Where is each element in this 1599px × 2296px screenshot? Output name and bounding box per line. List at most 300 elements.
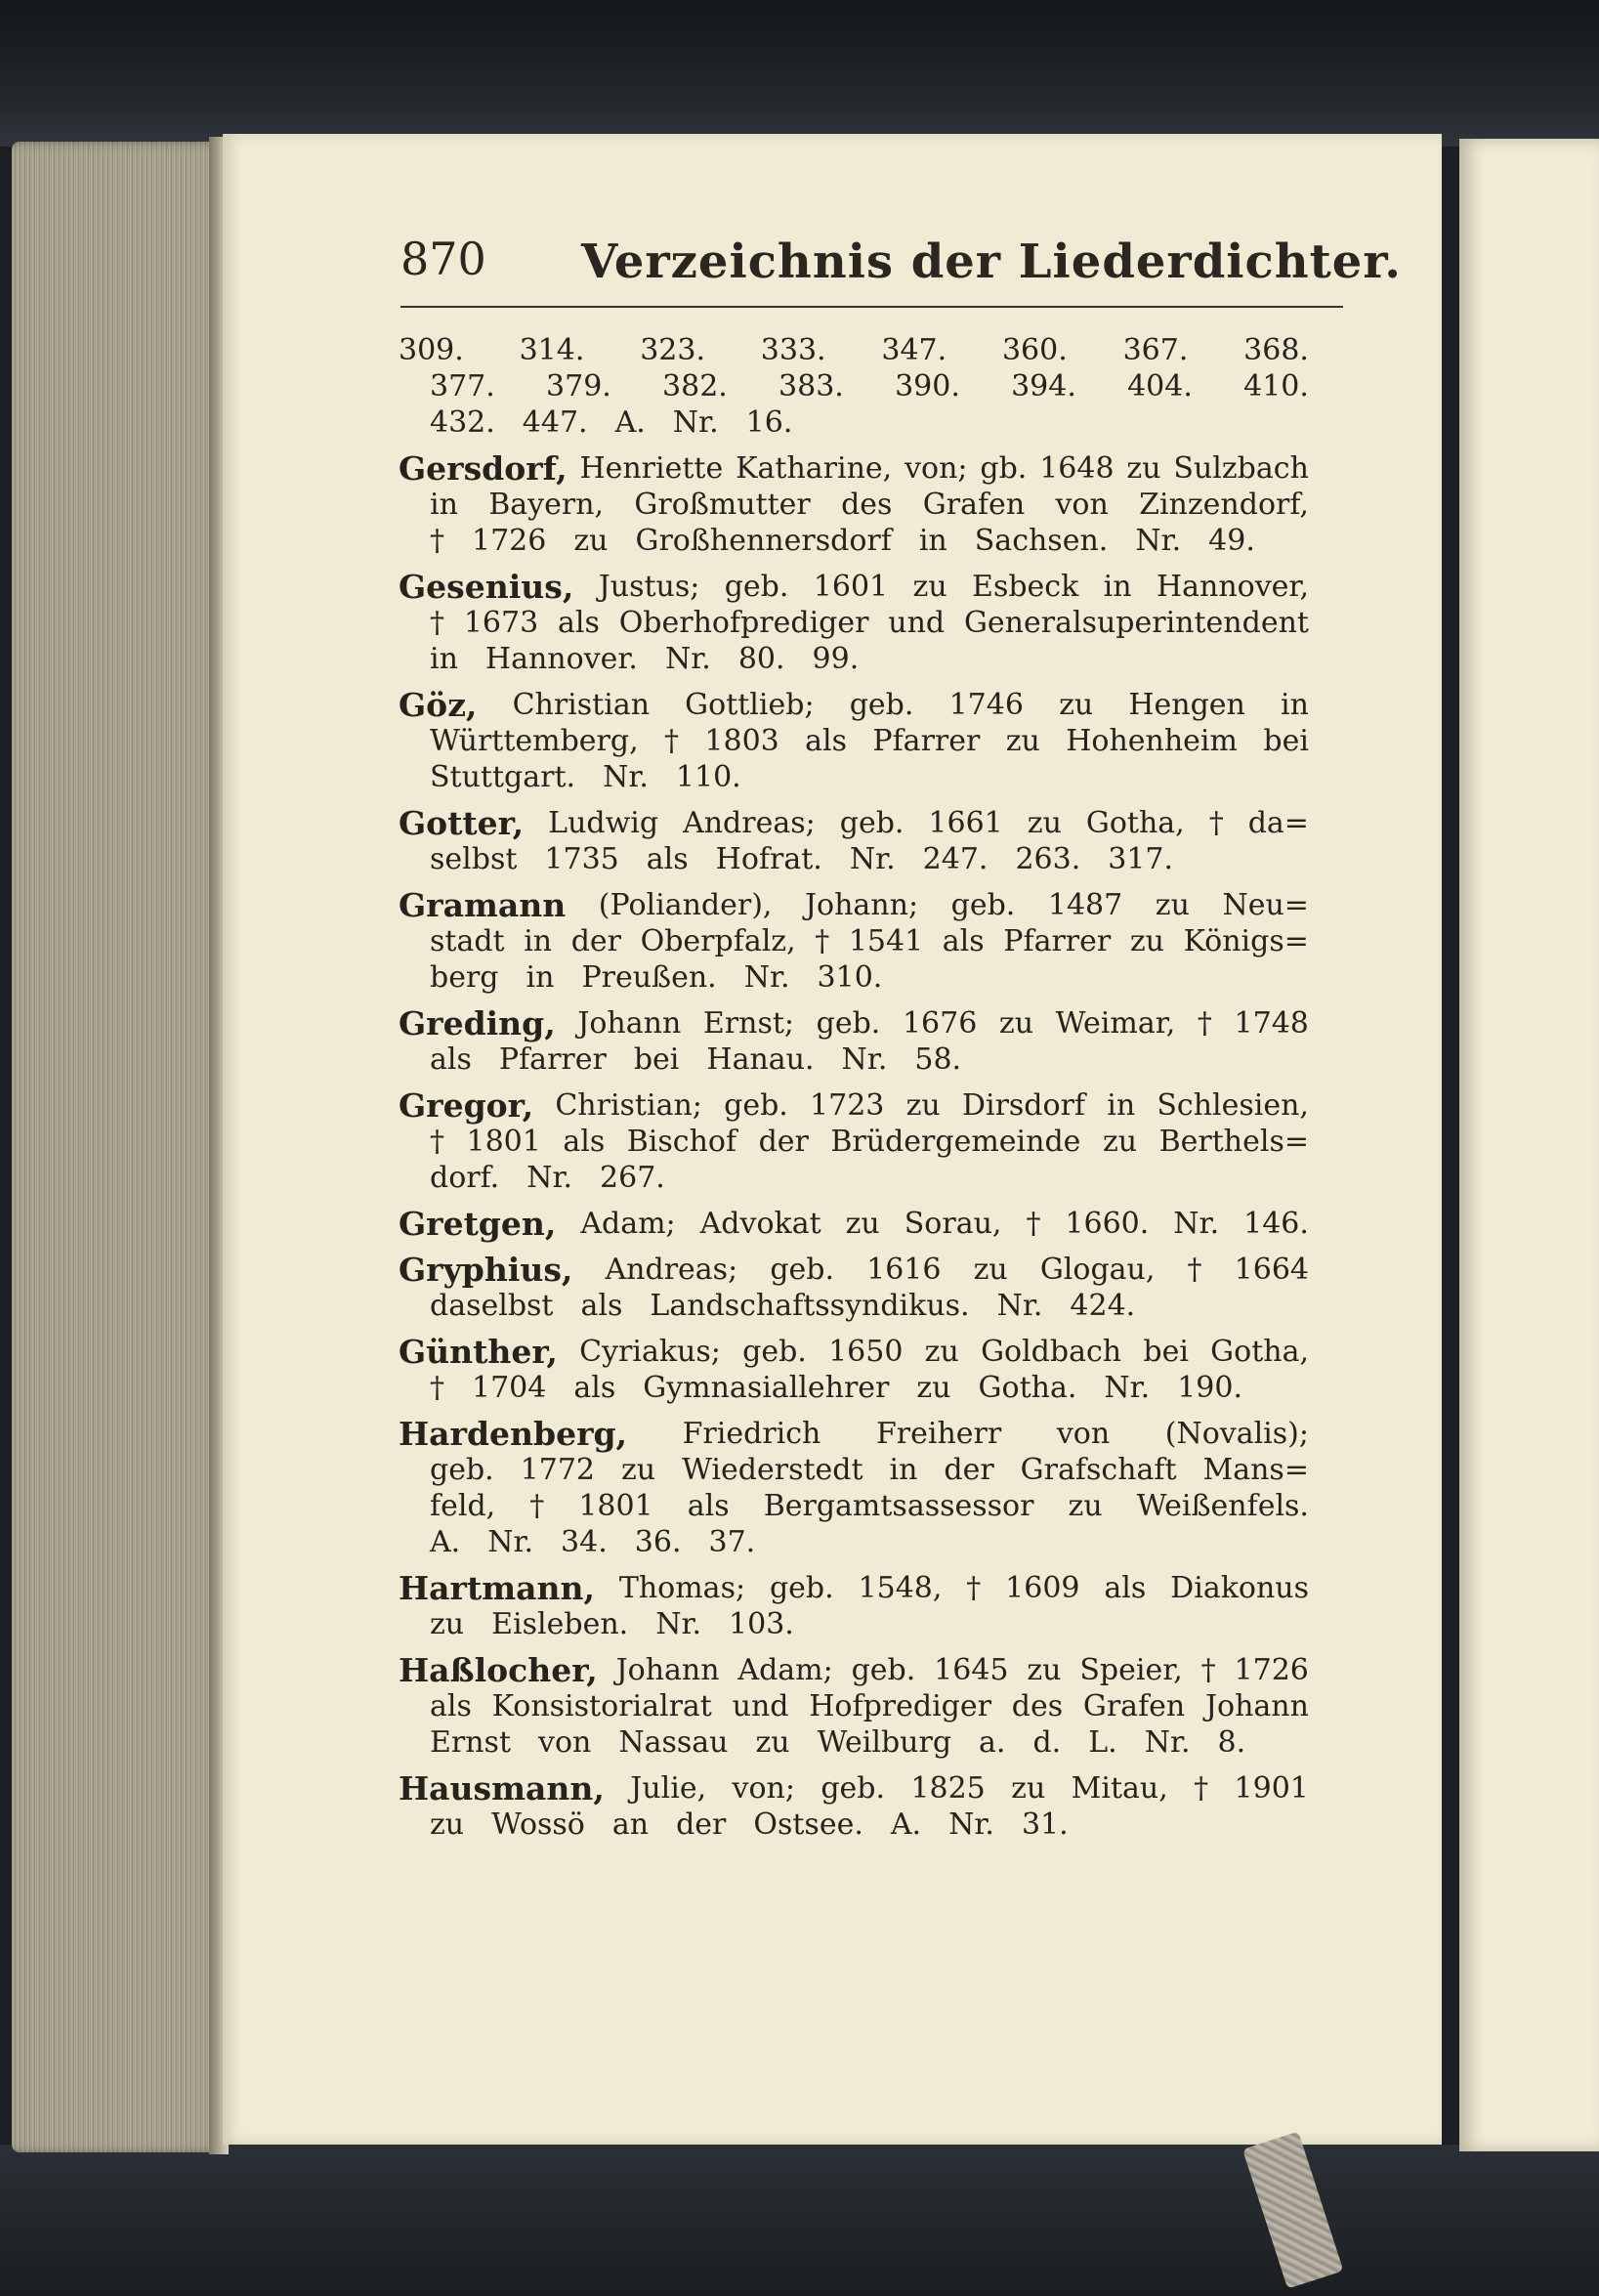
word: Oberhofprediger <box>618 606 869 640</box>
word: der <box>758 1125 809 1159</box>
word: berg <box>430 960 499 995</box>
word: 447. <box>522 405 588 440</box>
word: der <box>570 924 622 958</box>
word: A. <box>430 1525 461 1559</box>
word: Preußen. <box>581 960 717 995</box>
word: Landschaftssyndikus. <box>650 1289 970 1323</box>
header-rule <box>400 306 1343 308</box>
word: Gymnasiallehrer <box>643 1371 890 1405</box>
word: Grafen <box>1082 1689 1186 1723</box>
word: von; <box>905 451 968 486</box>
text-line <box>430 1288 1309 1324</box>
word: 314. <box>519 333 585 367</box>
word: Katharine, <box>736 451 893 486</box>
word: Friedrich <box>682 1417 821 1451</box>
word: † <box>1208 806 1224 840</box>
word: 382. <box>662 369 728 404</box>
text-line <box>430 723 1309 759</box>
word: zu <box>924 1335 959 1369</box>
word: † <box>430 606 444 640</box>
text-line <box>399 1652 1309 1688</box>
index-text <box>399 332 1309 1852</box>
word: Nr. <box>849 842 896 876</box>
word: Nr. <box>948 1807 994 1842</box>
word: 1801 <box>578 1489 653 1523</box>
word: Brüdergemeinde <box>830 1125 1081 1159</box>
word: 1601 <box>813 570 889 604</box>
word: 1726 <box>472 524 547 558</box>
text-line <box>430 923 1309 959</box>
index-entry <box>399 686 1309 795</box>
word: Hohenheim <box>1066 724 1238 758</box>
text-line <box>430 1688 1309 1724</box>
word: als <box>942 924 985 958</box>
word: zu <box>430 1607 465 1641</box>
word: Großmutter <box>634 488 811 522</box>
text-line <box>430 1524 1309 1560</box>
word: stadt <box>430 924 505 958</box>
text-line <box>430 1488 1309 1524</box>
word: zu <box>1126 451 1161 486</box>
text-line <box>430 1370 1309 1406</box>
word: bei <box>1143 1335 1189 1369</box>
word: Christian <box>512 688 651 722</box>
word: zu <box>1027 1653 1062 1687</box>
entry-name: Günther, <box>399 1333 558 1371</box>
word: 1704 <box>472 1371 547 1405</box>
word: zu <box>845 1207 880 1241</box>
word: zu <box>973 1253 1008 1287</box>
word: 424. <box>1070 1289 1136 1323</box>
word: L. <box>1088 1725 1117 1760</box>
word: 404. <box>1127 369 1193 404</box>
word: 1661 <box>928 806 1003 840</box>
text-line <box>430 605 1309 641</box>
word: 379. <box>546 369 611 404</box>
word: 368. <box>1243 333 1309 367</box>
word: der <box>676 1807 727 1842</box>
text-line <box>399 1570 1309 1606</box>
word: Neu= <box>1222 888 1309 922</box>
word: Oberpfalz, <box>640 924 796 958</box>
text-line <box>399 569 1309 605</box>
word: Goldbach <box>981 1335 1122 1369</box>
entry-name: Gretgen, <box>399 1205 557 1243</box>
word: 1748 <box>1234 1006 1309 1041</box>
word: 1487 <box>1047 888 1123 922</box>
word: Johann; <box>805 888 919 922</box>
text-line <box>430 1160 1309 1196</box>
word: † <box>430 524 444 558</box>
entry-name: Gotter, <box>399 804 525 842</box>
word: zu <box>1129 924 1164 958</box>
word: Bayern, <box>488 488 605 522</box>
word: Adam; <box>580 1207 676 1241</box>
text-line <box>399 450 1309 487</box>
word: Johann <box>577 1006 682 1041</box>
word: Weilburg <box>817 1725 952 1760</box>
word: 1825 <box>910 1771 986 1806</box>
word: Nr. <box>841 1042 888 1077</box>
word: an <box>611 1807 650 1842</box>
word: Nr. <box>655 1607 702 1641</box>
word: zu <box>1059 688 1094 722</box>
word: und <box>732 1689 789 1723</box>
word: als <box>580 1289 623 1323</box>
word: 1609 <box>1005 1571 1080 1605</box>
word: Bischof <box>626 1125 737 1159</box>
word: (Poliander), <box>598 888 773 922</box>
word: Nr. <box>664 642 711 676</box>
word: Nr. <box>743 960 790 995</box>
word: Johann <box>615 1653 720 1687</box>
word: Nr. <box>1173 1207 1220 1241</box>
word: gb. <box>980 451 1028 486</box>
word: 1735 <box>544 842 619 876</box>
word: zu <box>1011 1771 1046 1806</box>
word: Nr. <box>672 405 719 440</box>
word: Stuttgart. <box>430 760 576 794</box>
text-line <box>430 1606 1309 1642</box>
word: Speier, <box>1079 1653 1183 1687</box>
word: Sorau, <box>904 1207 1002 1241</box>
word: † <box>966 1571 982 1605</box>
word: 360. <box>1001 333 1068 367</box>
word: Hanau. <box>706 1042 815 1077</box>
continuation-entry <box>399 332 1309 441</box>
index-entry <box>399 1004 1309 1078</box>
word: Justus; <box>598 570 700 604</box>
facing-page <box>1459 139 1599 2151</box>
word: geb. <box>742 1335 807 1369</box>
word: Andreas; <box>683 806 816 840</box>
index-entry <box>399 1086 1309 1196</box>
word: 1648 <box>1039 451 1115 486</box>
word: als <box>563 1125 606 1159</box>
word: † <box>1200 1653 1216 1687</box>
word: Hannover. <box>484 642 638 676</box>
word: zu <box>621 1453 656 1487</box>
word: † <box>1194 1771 1209 1806</box>
word: 310. <box>817 960 883 995</box>
running-head: Verzeichnis der Liederdichter. <box>581 234 1402 289</box>
word: 1616 <box>866 1253 942 1287</box>
word: Ostsee. <box>753 1807 863 1842</box>
text-line <box>430 368 1309 404</box>
index-entry <box>399 1769 1309 1843</box>
word: 8. <box>1217 1725 1246 1760</box>
word: 347. <box>881 333 947 367</box>
word: als <box>646 842 689 876</box>
word: Gottlieb; <box>685 688 815 722</box>
text-line <box>399 887 1309 923</box>
word: 1645 <box>934 1653 1009 1687</box>
word: da= <box>1247 806 1309 840</box>
word: Wiederstedt <box>682 1453 863 1487</box>
entry-name: Hausmann, <box>399 1769 605 1807</box>
page-number: 870 <box>400 233 486 285</box>
word: 1772 <box>520 1453 596 1487</box>
word: Pfarrer <box>498 1042 607 1077</box>
word: † <box>529 1489 545 1523</box>
word: selbst <box>430 842 518 876</box>
word: 1660. <box>1065 1207 1150 1241</box>
word: als <box>430 1689 472 1723</box>
text-line <box>430 959 1309 996</box>
word: als <box>1104 1571 1147 1605</box>
word: Diakonus <box>1170 1571 1309 1605</box>
word: Nr. <box>1144 1725 1191 1760</box>
index-entry <box>399 1651 1309 1761</box>
word: 1664 <box>1234 1253 1309 1287</box>
word: 333. <box>760 333 826 367</box>
word: der <box>944 1453 994 1487</box>
word: zu <box>755 1725 790 1760</box>
word: geb. <box>724 570 789 604</box>
word: 1650 <box>828 1335 904 1369</box>
word: Christian; <box>555 1088 702 1123</box>
word: Esbeck <box>972 570 1079 604</box>
word: Nr. <box>487 1525 534 1559</box>
word: als <box>573 1371 616 1405</box>
text-line <box>399 1005 1309 1042</box>
word: Weißenfels. <box>1136 1489 1309 1523</box>
word: A. <box>614 405 646 440</box>
word: 390. <box>895 369 960 404</box>
word: in <box>430 488 458 522</box>
word: Thomas; <box>618 1571 746 1605</box>
word: Ludwig <box>548 806 659 840</box>
word: 1676 <box>902 1006 978 1041</box>
word: Andreas; <box>605 1253 738 1287</box>
word: 247. <box>922 842 989 876</box>
word: Wossö <box>491 1807 585 1842</box>
entry-name: Hartmann, <box>399 1569 595 1607</box>
word: bei <box>633 1042 680 1077</box>
text-line <box>399 687 1309 723</box>
word: in <box>524 924 553 958</box>
word: Advokat <box>699 1207 821 1241</box>
word: 367. <box>1122 333 1189 367</box>
word: 377. <box>430 369 495 404</box>
word: zu <box>912 570 947 604</box>
word: Glogau, <box>1039 1253 1156 1287</box>
text-line <box>399 332 1309 368</box>
word: in <box>430 642 458 676</box>
text-line <box>430 841 1309 877</box>
word: Grafen <box>922 488 1026 522</box>
word: 103. <box>729 1607 794 1641</box>
word: † <box>430 1371 444 1405</box>
text-line <box>430 1724 1309 1761</box>
word: 80. <box>737 642 785 676</box>
word: Weimar, <box>1055 1006 1176 1041</box>
word: † <box>430 1125 444 1159</box>
word: 432. <box>430 405 495 440</box>
word: Nassau <box>618 1725 729 1760</box>
text-line <box>399 1334 1309 1370</box>
word: Pfarrer <box>872 724 981 758</box>
word: zu <box>998 1006 1034 1041</box>
text-line <box>399 805 1309 841</box>
word: geb. <box>430 1453 494 1487</box>
word: 1801 <box>466 1125 541 1159</box>
entry-name: Göz, <box>399 686 478 724</box>
word: Mitau, <box>1071 1771 1168 1806</box>
word: geb. <box>821 1771 886 1806</box>
word: des <box>841 488 893 522</box>
word: Sulzbach <box>1173 451 1309 486</box>
text-line <box>430 404 1309 441</box>
book-cover-bottom <box>0 2145 1599 2296</box>
word: 1673 <box>463 606 539 640</box>
word: 317. <box>1108 842 1174 876</box>
book-cover-top <box>0 0 1599 147</box>
word: von <box>538 1725 592 1760</box>
word: Sachsen. <box>974 524 1109 558</box>
word: Gotha, <box>1085 806 1185 840</box>
entry-name: Gersdorf, <box>399 449 568 488</box>
word: Eisleben. <box>491 1607 629 1641</box>
word: 410. <box>1243 369 1309 404</box>
word: Gotha. <box>978 1371 1077 1405</box>
index-entry <box>399 1205 1309 1243</box>
word: Nr. <box>1135 524 1182 558</box>
word: Hofprediger <box>809 1689 991 1723</box>
word: Nr. <box>1104 1371 1151 1405</box>
word: A. <box>890 1807 922 1842</box>
word: Dirsdorf <box>961 1088 1086 1123</box>
text-line <box>430 759 1309 795</box>
word: 1723 <box>810 1088 885 1123</box>
word: zu <box>905 1088 941 1123</box>
text-line <box>430 1807 1309 1843</box>
word: zu <box>1068 1489 1103 1523</box>
entry-name: Greding, <box>399 1004 556 1042</box>
entry-name: Haßlocher, <box>399 1651 598 1689</box>
word: 58. <box>914 1042 962 1077</box>
word: Großhennersdorf <box>635 524 892 558</box>
word: geb. <box>849 688 914 722</box>
word: 110. <box>675 760 741 794</box>
word: feld, <box>430 1489 496 1523</box>
word: in <box>1103 570 1132 604</box>
index-entry <box>399 1415 1309 1560</box>
text-line <box>399 1770 1309 1807</box>
word: Zinzendorf, <box>1139 488 1309 522</box>
word: und <box>888 606 946 640</box>
word: zu <box>430 1807 465 1842</box>
word: 394. <box>1011 369 1076 404</box>
word: 34. <box>561 1525 608 1559</box>
word: Hofrat. <box>715 842 822 876</box>
word: Mans= <box>1202 1453 1309 1487</box>
text-line <box>430 487 1309 523</box>
word: als <box>430 1042 472 1077</box>
index-entry <box>399 1333 1309 1406</box>
word: von <box>1056 1417 1111 1451</box>
word: Bergamtsassessor <box>763 1489 1034 1523</box>
word: in <box>526 960 555 995</box>
word: als <box>557 606 600 640</box>
word: Gotha, <box>1210 1335 1309 1369</box>
word: Henriette <box>579 451 724 486</box>
word: in <box>1107 1088 1136 1123</box>
index-entry <box>399 568 1309 677</box>
word: Cyriakus; <box>579 1335 721 1369</box>
word: Nr. <box>996 1289 1043 1323</box>
index-entry <box>399 449 1309 559</box>
word: geb. <box>851 1653 916 1687</box>
word: Pfarrer <box>1003 924 1112 958</box>
word: 36. <box>634 1525 682 1559</box>
word: 190. <box>1177 1371 1243 1405</box>
word: dorf. <box>430 1161 500 1195</box>
word: 309. <box>399 333 464 367</box>
word: d. <box>1032 1725 1062 1760</box>
word: geb. <box>950 888 1016 922</box>
text-line <box>430 1452 1309 1488</box>
word: † <box>1187 1253 1202 1287</box>
word: Johann <box>1205 1689 1309 1723</box>
word: zu <box>1102 1125 1138 1159</box>
word: 1803 <box>704 724 779 758</box>
text-line <box>430 641 1309 677</box>
word: 99. <box>812 642 860 676</box>
word: 1746 <box>948 688 1024 722</box>
word: als <box>687 1489 730 1523</box>
text-line <box>399 1416 1309 1452</box>
text-line <box>399 1206 1309 1242</box>
word: geb. <box>839 806 905 840</box>
text-line <box>430 1042 1309 1078</box>
text-line <box>430 523 1309 559</box>
word: von; <box>732 1771 795 1806</box>
entry-name: Hardenberg, <box>399 1415 628 1453</box>
word: Ernst <box>430 1725 512 1760</box>
word: zu <box>1155 888 1190 922</box>
word: von <box>1055 488 1109 522</box>
word: † <box>664 724 680 758</box>
entry-name: Gryphius, <box>399 1251 573 1289</box>
word: in <box>889 1453 918 1487</box>
word: Adam; <box>737 1653 833 1687</box>
word: 1541 <box>848 924 924 958</box>
text-line <box>399 1252 1309 1288</box>
word: 146. <box>1243 1207 1309 1241</box>
word: 1726 <box>1234 1653 1309 1687</box>
word: Generalsuperintendent <box>963 606 1309 640</box>
word: zu <box>573 524 609 558</box>
word: 49. <box>1208 524 1255 558</box>
word: geb. <box>724 1088 788 1123</box>
word: a. <box>979 1725 1006 1760</box>
word: 323. <box>640 333 705 367</box>
word: geb. <box>769 1571 834 1605</box>
word: Nr. <box>603 760 649 794</box>
word: des <box>1011 1689 1064 1723</box>
word: als <box>805 724 848 758</box>
word: 383. <box>778 369 844 404</box>
word: Schlesien, <box>1157 1088 1309 1123</box>
word: Konsistorialrat <box>491 1689 712 1723</box>
word: Berthels= <box>1158 1125 1309 1159</box>
word: 1901 <box>1234 1771 1309 1806</box>
word: in <box>918 524 947 558</box>
word: Grafschaft <box>1020 1453 1177 1487</box>
word: Hannover, <box>1156 570 1309 604</box>
page-edges <box>12 142 225 2152</box>
